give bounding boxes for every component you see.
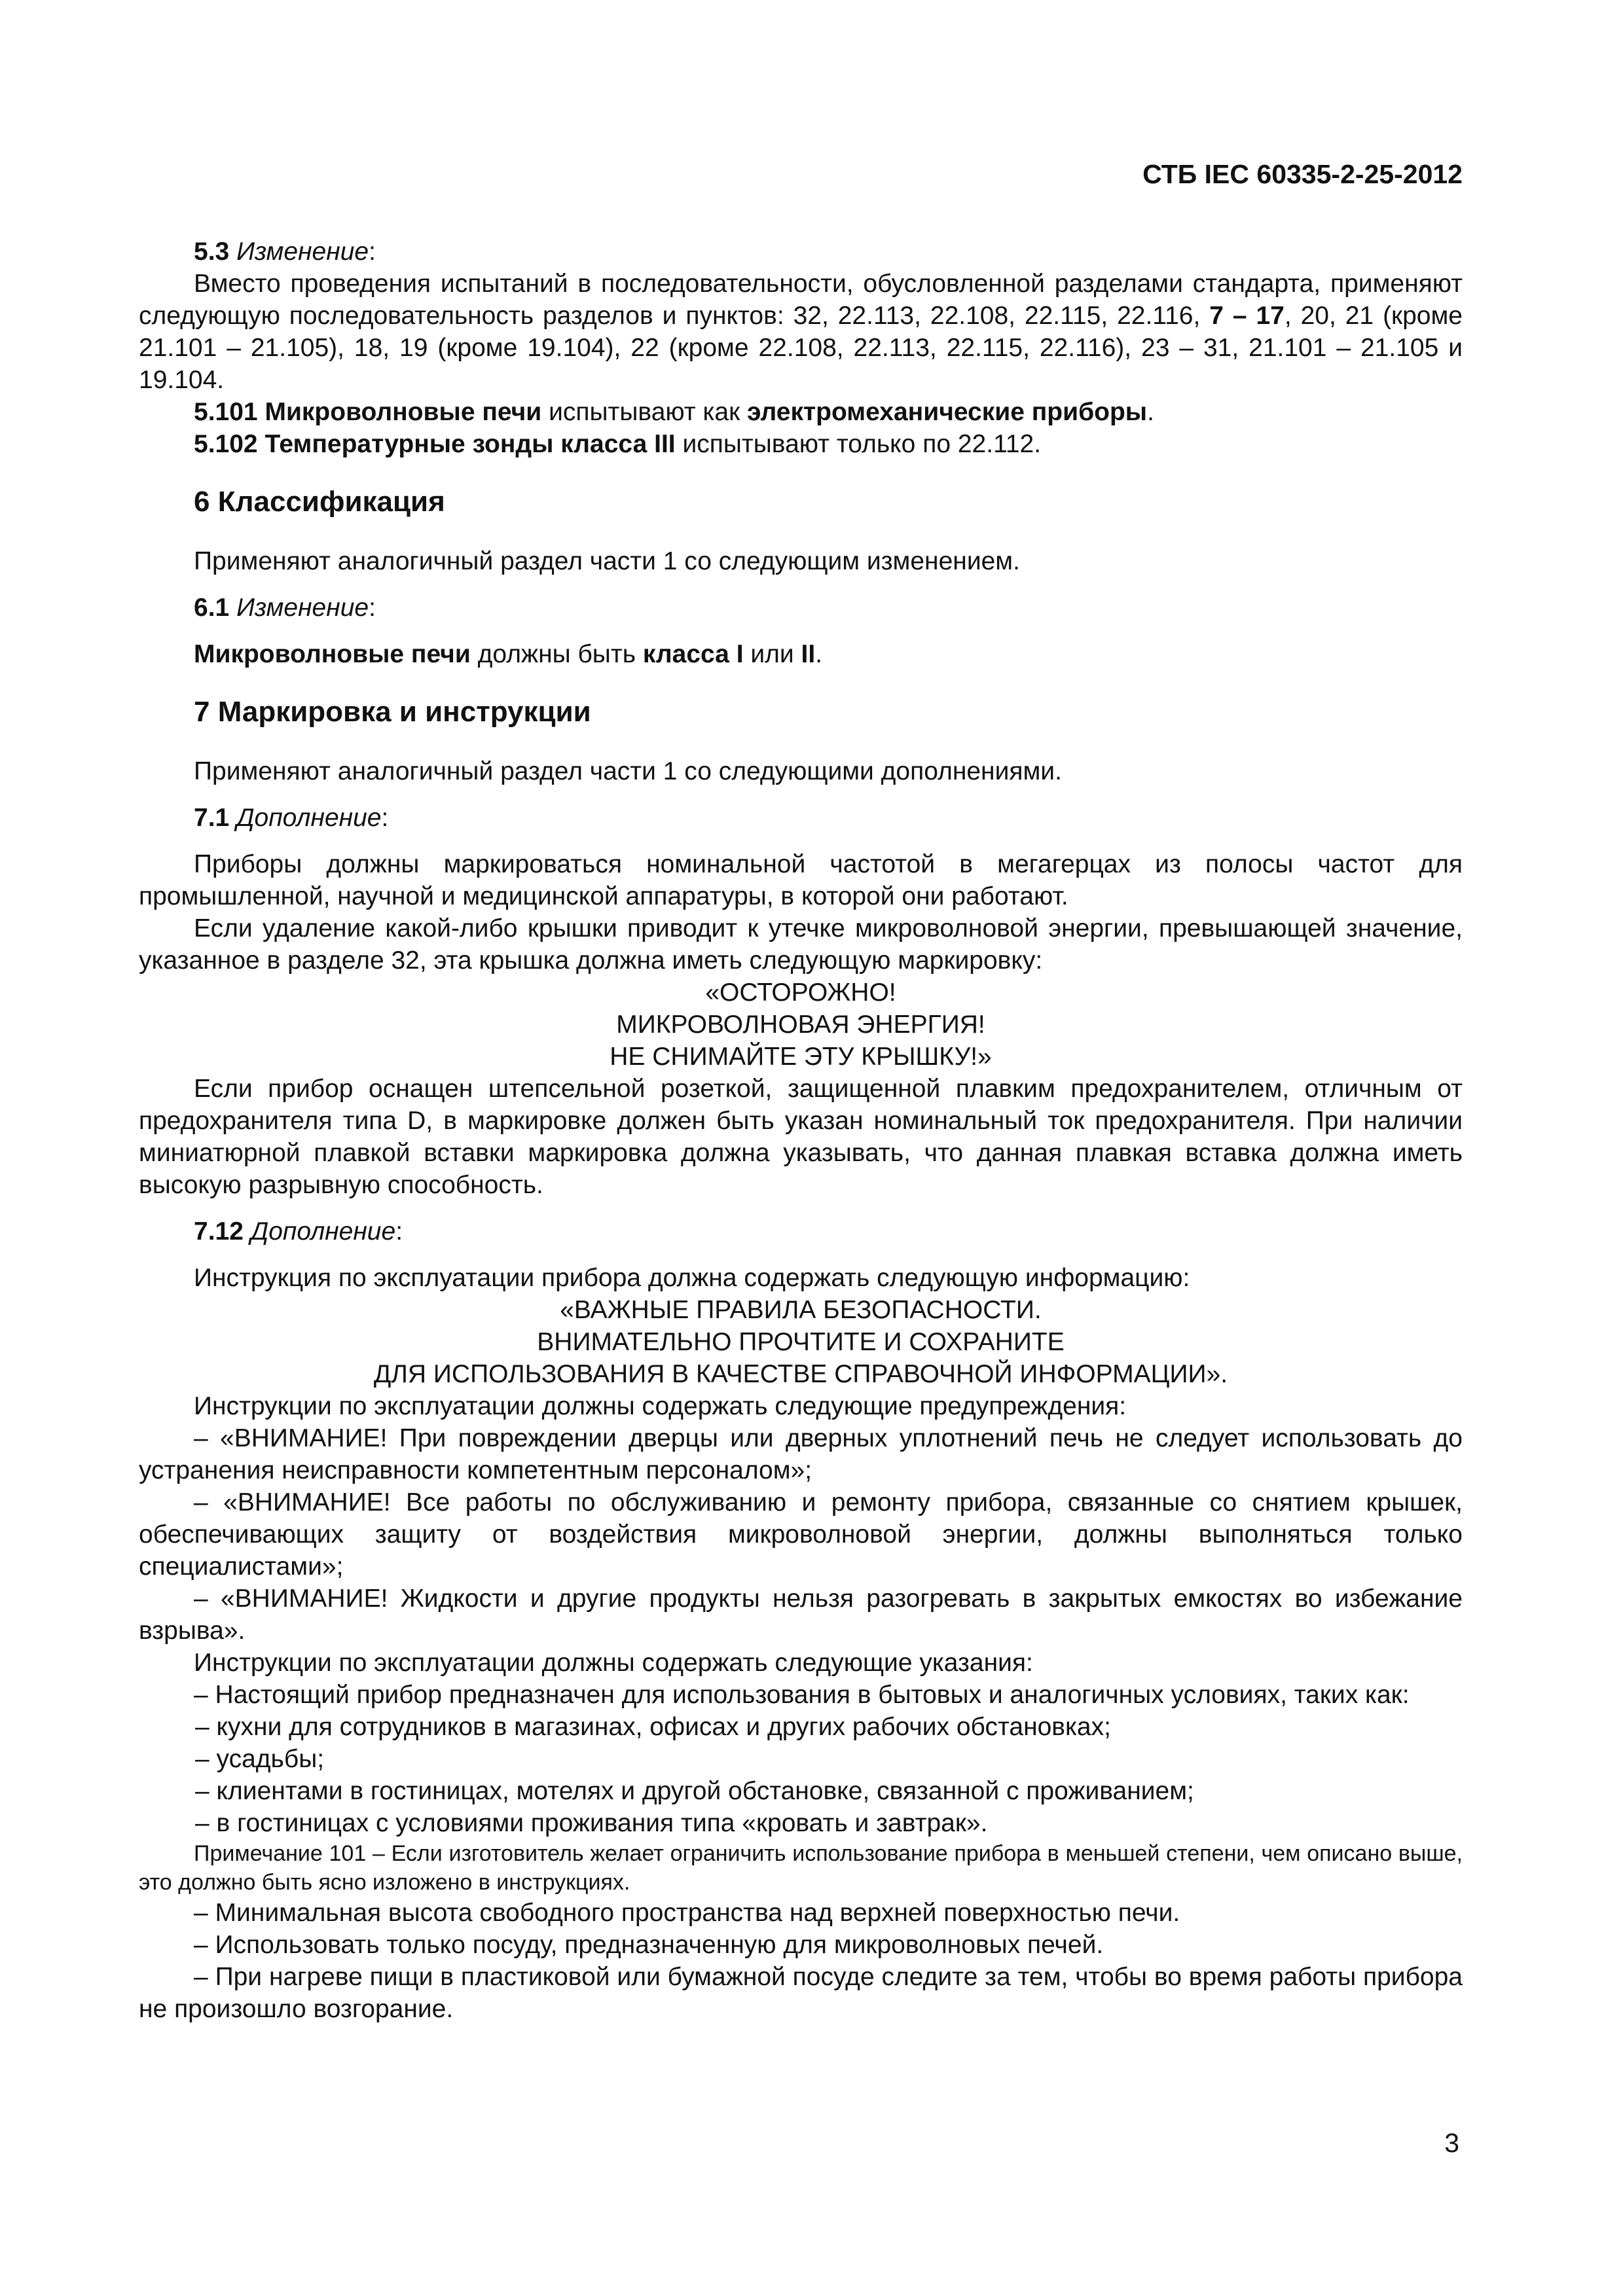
clause-5-3-heading: 5.3 Изменение: — [194, 238, 376, 266]
section-6-heading: 6 Классификация — [194, 486, 445, 518]
instruction-subitem: – клиентами в гостиницах, мотелях и другой обстановке, связанной с проживанием; — [195, 1777, 1194, 1805]
bold-sequence: 7 – 17 — [1209, 302, 1285, 330]
clause-7-12-heading: 7.12 Дополнение: — [194, 1217, 403, 1246]
defined-term: Температурные зонды класса III — [264, 430, 676, 458]
warning-label-line: НЕ СНИМАЙТЕ ЭТУ КРЫШКУ!» — [610, 1043, 992, 1071]
page-body — [139, 236, 1463, 2025]
paragraph: Инструкция по эксплуатации прибора должна содержать следующую информацию: — [194, 1264, 1190, 1292]
page-number: 3 — [1444, 2128, 1459, 2158]
warning-item: – «ВНИМАНИЕ! При повреждении дверцы или дверных уплотнений печь не следует использовать до устранения неисправности компетентным персоналом»; — [139, 1424, 1463, 1484]
note-101: Примечание 101 – Если изготовитель желает ограничить использование прибора в меньшей степени, чем описано выше, это должно быть ясно изложено в инструкциях. — [139, 1841, 1463, 1895]
clause-6-1-heading: 6.1 Изменение: — [194, 594, 376, 622]
paragraph: Приборы должны маркироваться номинальной частотой в мегагерцах из полосы частот для промышленной, научной и медицинской аппаратуры, в которой они работают. — [139, 850, 1463, 910]
clause-5-102: 5.102 Температурные зонды класса III испытывают только по 22.112. — [194, 430, 1042, 458]
document-code: СТБ IEC 60335-2-25-2012 — [1142, 159, 1463, 189]
instruction-subitem: – усадьбы; — [195, 1745, 325, 1773]
clause-7-1-heading: 7.1 Дополнение: — [194, 804, 389, 832]
instruction-item: – Использовать только посуду, предназначенную для микроволновых печей. — [194, 1931, 1104, 1959]
paragraph: Если прибор оснащен штепсельной розеткой, защищенной плавким предохранителем, отличным от предохранителя типа D, в маркировке должен быть указан номинальный ток предохранителя. При наличии миниатюрной плавкой вставки маркировка должна указывать, что данная плавкая вставка должна иметь высокую разрывную способность. — [139, 1075, 1463, 1199]
paragraph: Инструкции по эксплуатации должны содержать следующие указания: — [194, 1649, 1033, 1677]
instruction-item: – Настоящий прибор предназначен для использования в бытовых и аналогичных условиях, таких как: — [194, 1681, 1410, 1709]
instruction-subitem: – в гостиницах с условиями проживания типа «кровать и завтрак». — [195, 1809, 988, 1837]
clause-number: 5.3 — [194, 238, 230, 266]
clause-title: Изменение — [236, 238, 369, 266]
clause-5-3-text: Вместо проведения испытаний в последовательности, обусловленной разделами стандарта, применяют следующую последовательность разделов и пунктов: 32, 22.113, 22.108, 22.115, 22.116, 7 – 17, 20, 21 (кроме 21.101 – 21.105), 18, 19 (кроме 19.104), 22 (кроме 22.108, 22.113, 22.115, 22.116), 23 – 31, 21.101 – 21.105 и 19.104. — [139, 270, 1463, 394]
instruction-subitem: – кухни для сотрудников в магазинах, офисах и других рабочих обстановках; — [195, 1713, 1111, 1741]
paragraph: Инструкции по эксплуатации должны содержать следующие предупреждения: — [194, 1392, 1127, 1420]
safety-notice-line: ДЛЯ ИСПОЛЬЗОВАНИЯ В КАЧЕСТВЕ СПРАВОЧНОЙ ИНФОРМАЦИИ». — [373, 1360, 1228, 1388]
warning-label-line: «ОСТОРОЖНО! — [705, 978, 896, 1007]
warning-label-line: МИКРОВОЛНОВАЯ ЭНЕРГИЯ! — [616, 1011, 985, 1039]
defined-term: электромеханические приборы — [746, 398, 1148, 426]
clause-5-101: 5.101 Микроволновые печи испытывают как электромеханические приборы. — [194, 398, 1154, 426]
warning-item: – «ВНИМАНИЕ! Все работы по обслуживанию и ремонту прибора, связанные со снятием крышек, обеспечивающих защиту от воздействия микроволновой энергии, должны выполняться только специалистами»; — [139, 1488, 1463, 1581]
section-7-heading: 7 Маркировка и инструкции — [194, 696, 591, 728]
section-6-intro: Применяют аналогичный раздел части 1 со следующим изменением. — [194, 547, 1020, 575]
clause-6-1-text: Микроволновые печи должны быть класса I или II. — [194, 640, 823, 668]
paragraph: Если удаление какой-либо крышки приводит к утечке микроволновой энергии, превышающей значение, указанное в разделе 32, эта крышка должна иметь следующую маркировку: — [139, 914, 1463, 975]
safety-notice-line: «ВАЖНЫЕ ПРАВИЛА БЕЗОПАСНОСТИ. — [560, 1296, 1042, 1324]
instruction-item: – При нагреве пищи в пластиковой или бумажной посуде следите за тем, чтобы во время работы прибора не произошло возгорание. — [139, 1963, 1463, 2023]
section-7-intro: Применяют аналогичный раздел части 1 со следующими дополнениями. — [194, 757, 1062, 785]
instruction-item: – Минимальная высота свободного пространства над верхней поверхностью печи. — [194, 1899, 1180, 1927]
warning-item: – «ВНИМАНИЕ! Жидкости и другие продукты нельзя разогревать в закрытых емкостях во избежание взрыва». — [139, 1585, 1463, 1645]
defined-term: Микроволновые печи — [264, 398, 542, 426]
safety-notice-line: ВНИМАТЕЛЬНО ПРОЧТИТЕ И СОХРАНИТЕ — [537, 1328, 1065, 1356]
